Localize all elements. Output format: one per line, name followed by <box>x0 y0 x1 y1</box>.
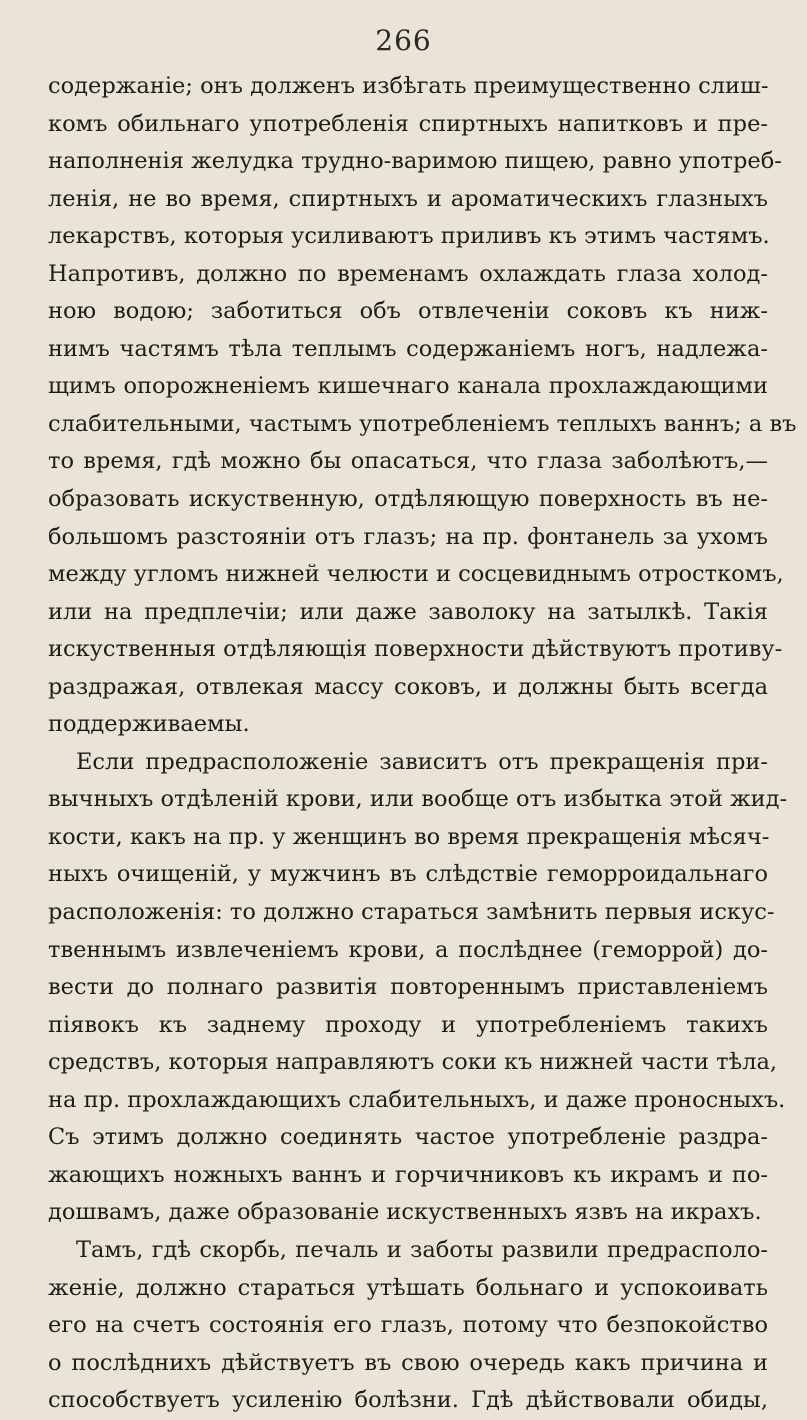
paragraph-2 <box>48 744 788 1232</box>
text-line: щимъ опорожненіемъ кишечнаго канала прохлаждающими <box>48 373 768 400</box>
text-line: нимъ частямъ тѣла теплымъ содержаніемъ ногъ, надлежа- <box>48 335 768 362</box>
text-line: наполненія желудка трудно-варимою пищею, равно употреб- <box>48 148 782 175</box>
paragraph-1 <box>48 68 797 744</box>
text-line: образовать искуственную, отдѣляющую поверхность въ не- <box>48 486 768 513</box>
text-line: средствъ, которыя направляютъ соки къ нижней части тѣла, <box>48 1049 778 1076</box>
text-line: вычныхъ отдѣленій крови, или вообще отъ избытка этой жид- <box>48 786 788 813</box>
text-line: способствуетъ усиленію болѣзни. Гдѣ дѣйствовали обиды, <box>48 1387 768 1414</box>
text-line: Тамъ, гдѣ скорбь, печаль и заботы развили предрасполо- <box>76 1236 768 1263</box>
page-number: 266 <box>375 24 432 57</box>
text-line: піявокъ къ заднему проходу и употребленіемъ такихъ <box>48 1011 768 1038</box>
text-line: Съ этимъ должно соединять частое употребленіе раздра- <box>48 1124 768 1151</box>
text-line: жающихъ ножныхъ ваннъ и горчичниковъ къ икрамъ и по- <box>48 1161 768 1188</box>
text-line: расположенія: то должно стараться замѣнить первыя искус- <box>48 899 775 926</box>
text-line: искуственныя отдѣляющія поверхности дѣйствуютъ противу- <box>48 636 783 663</box>
text-line: кости, какъ на пр. у женщинъ во время прекращенія мѣсяч- <box>48 823 770 850</box>
text-line: Если предрасположеніе зависитъ отъ прекращенія при- <box>76 748 768 775</box>
text-line: Напротивъ, должно по временамъ охлаждать глаза холод- <box>48 260 768 287</box>
text-line: на пр. прохлаждающихъ слабительныхъ, и даже проносныхъ. <box>48 1086 786 1113</box>
text-line: о послѣднихъ дѣйствуетъ въ свою очередь какъ причина и <box>48 1349 768 1376</box>
text-line: дошвамъ, даже образованіе искуственныхъ язвъ на икрахъ. <box>48 1199 762 1226</box>
text-line: содержаніе; онъ долженъ избѣгать преимущественно слиш- <box>48 73 769 99</box>
body-text <box>48 68 797 1420</box>
text-line: слабительными, частымъ употребленіемъ теплыхъ ваннъ; а въ <box>48 410 797 437</box>
text-line: твеннымъ извлеченіемъ крови, а послѣднее (геморрой) до- <box>48 936 768 963</box>
paragraph-3 <box>48 1232 768 1420</box>
text-line: ленія, не во время, спиртныхъ и ароматическихъ глазныхъ <box>48 185 768 212</box>
text-line: женіе, должно стараться утѣшать больнаго и успокоивать <box>48 1274 768 1301</box>
text-line: между угломъ нижней челюсти и сосцевиднымъ отросткомъ, <box>48 561 784 588</box>
text-line: поддерживаемы. <box>48 711 250 738</box>
text-line: то время, гдѣ можно бы опасаться, что глаза заболѣютъ,— <box>48 448 768 475</box>
text-line: его на счетъ состоянія его глазъ, потому что безпокойство <box>48 1312 768 1339</box>
text-line: вести до полнаго развитія повтореннымъ приставленіемъ <box>48 974 768 1001</box>
text-line: или на предплечіи; или даже заволоку на затылкѣ. Такія <box>48 598 768 625</box>
text-line: лекарствъ, которыя усиливаютъ приливъ къ этимъ частямъ. <box>48 223 770 250</box>
text-line: большомъ разстояніи отъ глазъ; на пр. фонтанель за ухомъ <box>48 523 768 550</box>
text-line: раздражая, отвлекая массу соковъ, и должны быть всегда <box>48 673 768 700</box>
text-line: ною водою; заботиться объ отвлеченіи соковъ къ ниж- <box>48 298 768 325</box>
text-line: ныхъ очищеній, у мужчинъ въ слѣдствіе геморроидальнаго <box>48 861 768 888</box>
text-line: комъ обильнаго употребленія спиртныхъ напитковъ и пре- <box>48 110 768 137</box>
